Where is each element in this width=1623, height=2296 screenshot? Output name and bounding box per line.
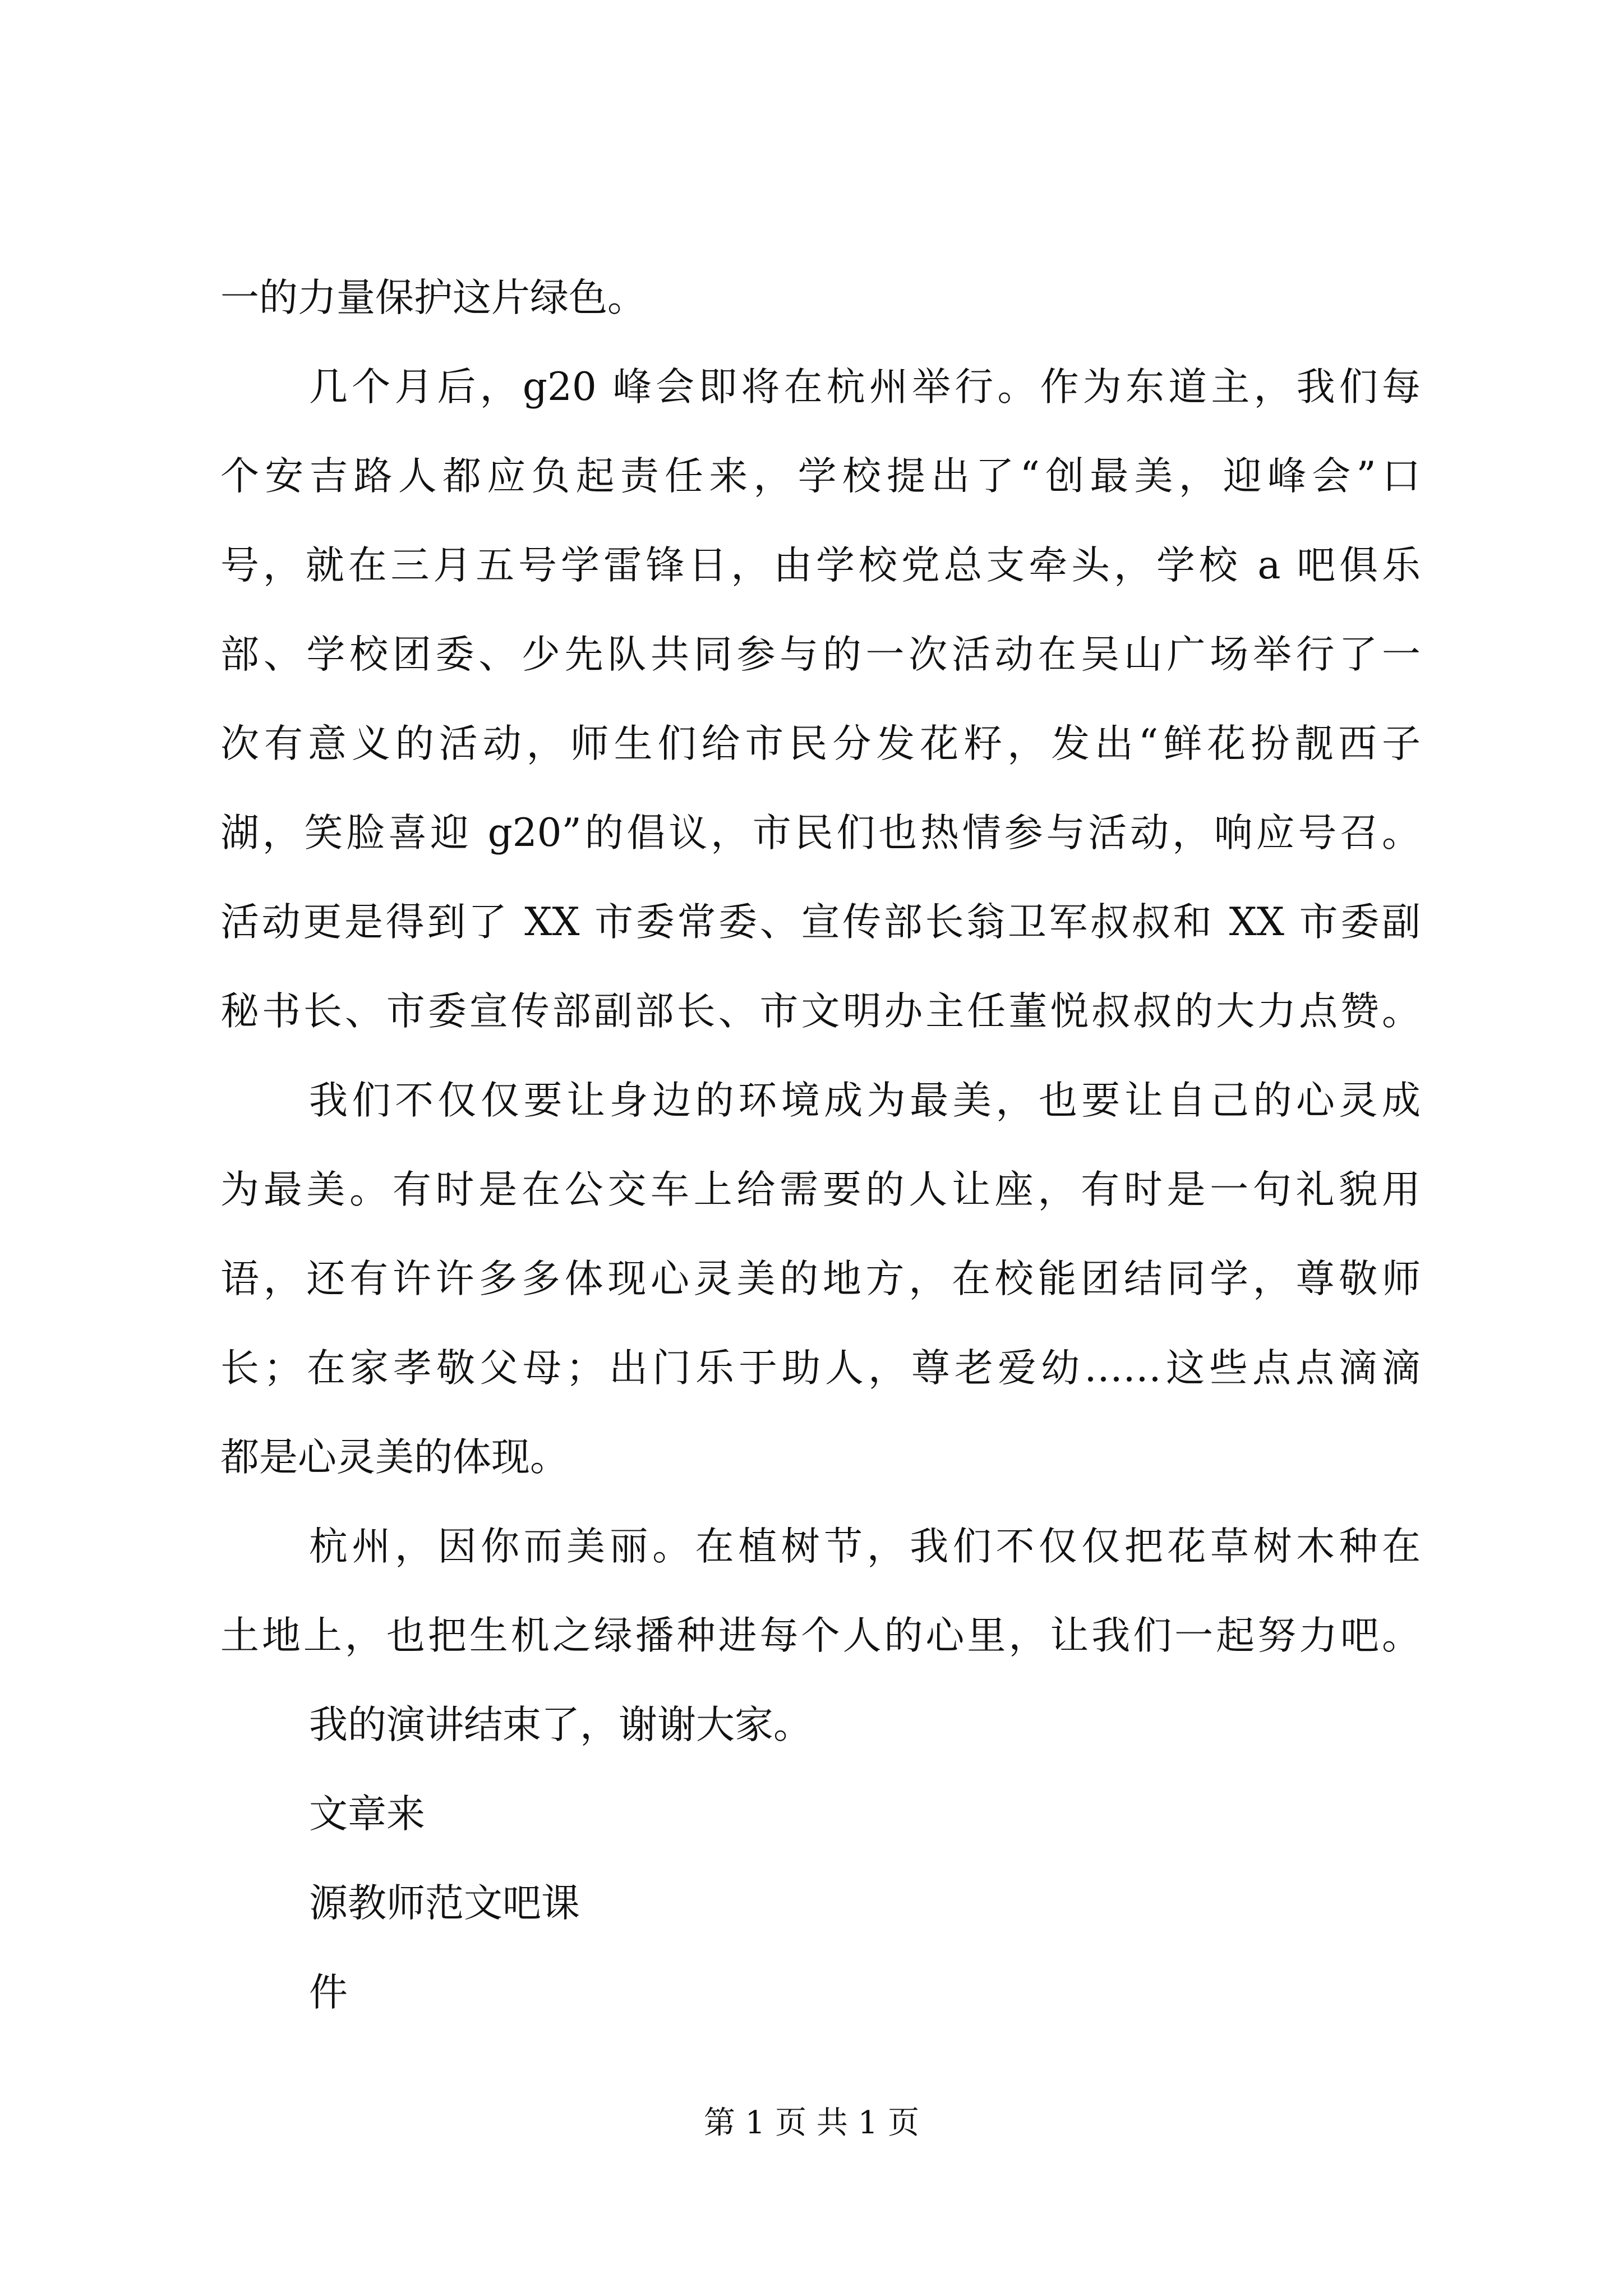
text-line: 湖，笑脸喜迎 g20”的倡议，市民们也热情参与活动，响应号召。 xyxy=(220,811,1421,855)
text-line: 部、学校团委、少先队共同参与的一次活动在吴山广场举行了一 xyxy=(220,632,1421,677)
text-line: 一的力量保护这片绿色。 xyxy=(220,275,646,320)
text-line: 号，就在三月五号学雷锋日，由学校党总支牵头，学校 a 吧俱乐 xyxy=(220,543,1421,588)
text-line: 为最美。有时是在公交车上给需要的人让座，有时是一句礼貌用 xyxy=(220,1167,1421,1212)
text-line: 个安吉路人都应负起责任来，学校提出了“创最美，迎峰会”口 xyxy=(220,454,1421,499)
text-line: 我的演讲结束了，谢谢大家。 xyxy=(309,1703,812,1747)
text-line: 源教师范文吧课 xyxy=(309,1881,580,1926)
text-line: 活动更是得到了 XX 市委常委、宣传部长翁卫军叔叔和 XX 市委副 xyxy=(220,900,1421,945)
text-line: 文章来 xyxy=(309,1792,425,1837)
text-line: 语，还有许许多多体现心灵美的地方，在校能团结同学，尊敬师 xyxy=(220,1257,1421,1301)
text-line: 我们不仅仅要让身边的环境成为最美，也要让自己的心灵成 xyxy=(309,1078,1421,1123)
text-line: 都是心灵美的体现。 xyxy=(220,1435,569,1480)
text-line: 土地上，也把生机之绿播种进每个人的心里，让我们一起努力吧。 xyxy=(220,1613,1421,1658)
text-line: 杭州，因你而美丽。在植树节，我们不仅仅把花草树木种在 xyxy=(309,1524,1421,1569)
page-footer: 第 1 页 共 1 页 xyxy=(703,2105,920,2141)
text-line: 件 xyxy=(309,1970,348,2015)
text-line: 几个月后，g20 峰会即将在杭州举行。作为东道主，我们每 xyxy=(309,365,1421,409)
text-line: 次有意义的活动，师生们给市民分发花籽，发出“鲜花扮靓西子 xyxy=(220,721,1421,766)
body-text xyxy=(220,254,1421,2037)
text-line: 长；在家孝敬父母；出门乐于助人，尊老爱幼……这些点点滴滴 xyxy=(220,1346,1421,1391)
text-line: 秘书长、市委宣传部副部长、市文明办主任董悦叔叔的大力点赞。 xyxy=(220,989,1421,1034)
